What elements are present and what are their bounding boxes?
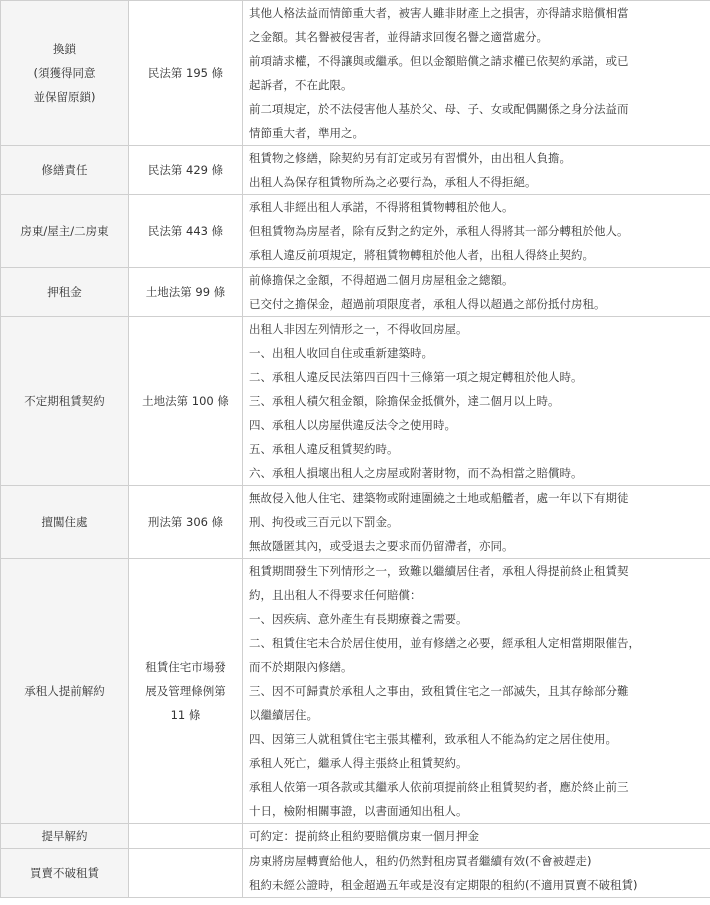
content-line: 三、承租人積欠租金額，除擔保金抵償外，達二個月以上時。 (249, 394, 560, 408)
content-line: 而不於期限內修繕。 (249, 660, 353, 674)
content-line: 但租賃物為房屋者，除有反對之約定外，承租人得將其一部分轉租於他人。 (249, 224, 629, 238)
topic-line: 擅闖住處 (41, 515, 88, 529)
law-cell (129, 824, 243, 849)
table-row (1, 268, 710, 317)
law-cell (129, 317, 243, 486)
law-line: 11 條 (170, 708, 201, 722)
content-line: 三、因不可歸責於承租人之事由，致租賃住宅之一部滅失，且其存餘部分難 (249, 684, 629, 698)
topic-line: 承租人提前解約 (24, 684, 105, 698)
content-cell (243, 824, 710, 849)
content-cell (243, 195, 710, 268)
topic-line: 提早解約 (41, 829, 88, 843)
topic-cell (1, 146, 129, 195)
content-line: 承租人死亡，繼承人得主張終止租賃契約。 (249, 756, 468, 770)
topic-line: 修繕責任 (41, 163, 88, 177)
topic-line: 並保留原鎖) (33, 90, 96, 104)
content-cell (243, 1, 710, 146)
topic-cell (1, 195, 129, 268)
content-cell (243, 317, 710, 486)
table-row (1, 849, 710, 898)
topic-cell (1, 849, 129, 898)
content-cell (243, 146, 710, 195)
content-line: 刑、拘役或三百元以下罰金。 (249, 515, 399, 529)
content-line: 前項請求權，不得讓與或繼承。但以金額賠償之請求權已依契約承諾，或已 (249, 54, 629, 68)
law-cell (129, 1, 243, 146)
topic-cell (1, 824, 129, 849)
topic-cell (1, 268, 129, 317)
table-row (1, 317, 710, 486)
topic-line: 房東/屋主/二房東 (20, 224, 109, 238)
law-cell (129, 849, 243, 898)
content-line: 一、因疾病、意外產生有長期療養之需要。 (249, 612, 468, 626)
law-line: 土地法第 100 條 (142, 394, 229, 408)
content-line: 五、承租人違反租賃契約時。 (249, 442, 399, 456)
topic-cell (1, 559, 129, 824)
law-cell (129, 559, 243, 824)
content-line: 無故隱匿其內，或受退去之要求而仍留滯者，亦同。 (249, 539, 514, 553)
content-line: 之金額。其名譽被侵害者，並得請求回復名譽之適當處分。 (249, 30, 548, 44)
content-line: 二、承租人違反民法第四百四十三條第一項之規定轉租於他人時。 (249, 370, 583, 384)
law-line: 民法第 429 條 (147, 163, 224, 177)
content-line: 租賃物之修繕，除契約另有訂定或另有習慣外，由出租人負擔。 (249, 151, 571, 165)
content-line: 承租人非經出租人承諾，不得將租賃物轉租於他人。 (249, 200, 514, 214)
content-line: 出租人為保存租賃物所為之必要行為，承租人不得拒絕。 (249, 175, 537, 189)
content-line: 四、因第三人就租賃住宅主張其權利，致承租人不能為約定之居住使用。 (249, 732, 617, 746)
content-line: 約，且出租人不得要求任何賠償： (249, 588, 422, 602)
topic-cell (1, 317, 129, 486)
content-cell (243, 486, 710, 559)
table-row (1, 559, 710, 824)
law-line: 展及管理條例第 (145, 684, 226, 698)
content-line: 租賃期間發生下列情形之一，致難以繼續居住者，承租人得提前終止租賃契 (249, 564, 629, 578)
content-line: 前條擔保之金額，不得超過二個月房屋租金之總額。 (249, 273, 514, 287)
content-line: 情節重大者，準用之。 (249, 126, 364, 140)
topic-line: 買賣不破租賃 (30, 866, 99, 880)
content-line: 房東將房屋轉賣給他人，租約仍然對租房買者繼續有效(不會被趕走) (249, 854, 592, 868)
law-table-body (1, 1, 710, 898)
table-row (1, 486, 710, 559)
content-line: 出租人非因左列情形之一，不得收回房屋。 (249, 322, 468, 336)
content-cell (243, 268, 710, 317)
table-row (1, 824, 710, 849)
table-row (1, 1, 710, 146)
law-line: 土地法第 99 條 (145, 285, 226, 299)
content-line: 二、租賃住宅未合於居住使用，並有修繕之必要，經承租人定相當期限催告， (249, 636, 640, 650)
content-line: 四、承租人以房屋供違反法令之使用時。 (249, 418, 456, 432)
law-line: 民法第 195 條 (147, 66, 224, 80)
law-cell (129, 486, 243, 559)
content-line: 承租人違反前項規定，將租賃物轉租於他人者，出租人得終止契約。 (249, 248, 594, 262)
law-line: 刑法第 306 條 (147, 515, 224, 529)
content-line: 承租人依第一項各款或其繼承人依前項提前終止租賃契約者，應於終止前三 (249, 780, 629, 794)
content-line: 一、出租人收回自住或重新建築時。 (249, 346, 433, 360)
law-cell (129, 268, 243, 317)
law-line: 民法第 443 條 (147, 224, 224, 238)
law-line: 租賃住宅市場發 (145, 660, 226, 674)
content-line: 起訴者，不在此限。 (249, 78, 353, 92)
table-row (1, 146, 710, 195)
topic-cell (1, 1, 129, 146)
content-line: 無故侵入他人住宅、建築物或附連圍繞之土地或船艦者，處一年以下有期徒 (249, 491, 629, 505)
content-line: 前二項規定，於不法侵害他人基於父、母、子、女或配偶關係之身分法益而 (249, 102, 629, 116)
content-cell (243, 559, 710, 824)
content-line: 已交付之擔保金，超過前項限度者，承租人得以超過之部份抵付房租。 (249, 297, 606, 311)
law-cell (129, 195, 243, 268)
table-row (1, 195, 710, 268)
content-line: 其他人格法益而情節重大者，被害人雖非財產上之損害，亦得請求賠償相當 (249, 6, 629, 20)
law-cell (129, 146, 243, 195)
topic-line: 換鎖 (53, 42, 76, 56)
topic-line: 押租金 (47, 285, 82, 299)
topic-line: (須獲得同意 (33, 66, 96, 80)
topic-line: 不定期租賃契約 (24, 394, 105, 408)
content-line: 以繼續居住。 (249, 708, 318, 722)
content-line: 租約未經公證時，租金超過五年或是沒有定期限的租約(不適用買賣不破租賃) (249, 878, 638, 892)
content-line: 可約定：提前終止租約要賠償房東一個月押金 (249, 829, 479, 843)
content-cell (243, 849, 710, 898)
topic-cell (1, 486, 129, 559)
content-line: 十日，檢附相關事證，以書面通知出租人。 (249, 804, 468, 818)
content-line: 六、承租人損壞出租人之房屋或附著財物，而不為相當之賠償時。 (249, 466, 583, 480)
